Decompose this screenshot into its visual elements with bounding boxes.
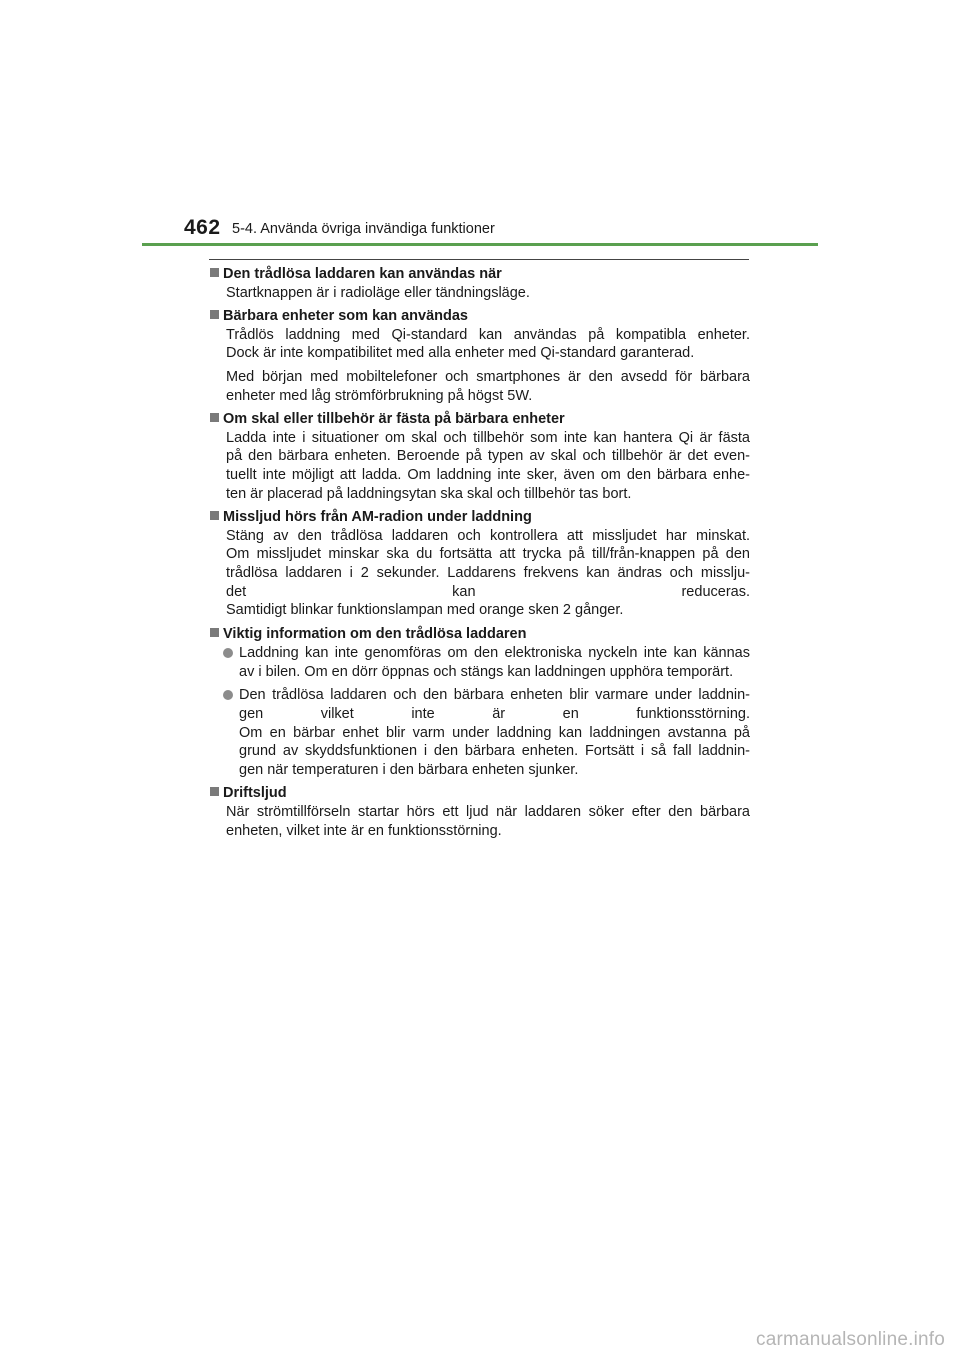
content-rule xyxy=(209,259,749,260)
section-heading xyxy=(210,784,750,803)
text-line: Ladda inte i situationer om skal och tillbehör som inte kan hantera Qi är fästa xyxy=(226,429,750,446)
text-line: När strömtillförseln startar hörs ett ljud när laddaren söker efter den bärbara xyxy=(226,804,750,821)
watermark: carmanualsonline.info xyxy=(756,1329,946,1350)
paragraph xyxy=(226,284,750,303)
section xyxy=(210,307,750,405)
bullet-item xyxy=(222,644,750,681)
bullet-text xyxy=(239,644,750,681)
text-line: på den bärbara enheten. Beroende på typen av skal och tillbehör är det even- xyxy=(226,448,750,465)
paragraph xyxy=(226,429,750,503)
text-line: Laddning kan inte genomföras om den elektroniska nyckeln inte kan kännas xyxy=(239,645,750,662)
square-bullet-icon xyxy=(210,268,219,277)
text-line: det kan reduceras. xyxy=(226,583,750,600)
text-line: trådlösa laddaren i 2 sekunder. Laddarens frekvens kan ändras och misslju- xyxy=(226,564,750,581)
text-line: Trådlös laddning med Qi-standard kan användas på kompatibla enheter. xyxy=(226,326,750,343)
text-line: ten är placerad på laddningsytan ska skal och tillbehör tas bort. xyxy=(226,485,632,502)
page-content xyxy=(210,265,750,845)
text-line: Samtidigt blinkar funktionslampan med orange sken 2 gånger. xyxy=(226,602,624,619)
section xyxy=(210,625,750,780)
text-line: Startknappen är i radioläge eller tändningsläge. xyxy=(226,284,530,301)
section-heading-text: Viktig information om den trådlösa laddaren xyxy=(223,625,527,642)
section-heading xyxy=(210,265,750,284)
text-line: Stäng av den trådlösa laddaren och kontrollera att missljudet har minskat. xyxy=(226,527,750,544)
section xyxy=(210,784,750,840)
text-line: Dock är inte kompatibilitet med alla enheter med Qi-standard garanterad. xyxy=(226,345,695,362)
header-rule xyxy=(142,243,818,246)
paragraph xyxy=(226,527,750,620)
text-line: Om en bärbar enhet blir varm under laddning kan laddningen avstanna på xyxy=(239,724,750,741)
section-heading-text: Om skal eller tillbehör är fästa på bärbara enheter xyxy=(223,411,565,428)
square-bullet-icon xyxy=(210,413,219,422)
section-heading xyxy=(210,625,750,644)
section xyxy=(210,410,750,503)
paragraph xyxy=(226,368,750,405)
section-heading xyxy=(210,307,750,326)
text-line: Den trådlösa laddaren och den bärbara enheten blir varmare under laddnin- xyxy=(239,687,750,704)
round-bullet-icon xyxy=(223,648,233,658)
chapter-title: 5-4. Använda övriga invändiga funktioner xyxy=(232,221,495,237)
text-line: enheter med låg strömförbrukning på högst 5W. xyxy=(226,387,533,404)
text-line: enheten, vilket inte är en funktionsstörning. xyxy=(226,822,502,839)
section-heading-text: Den trådlösa laddaren kan användas när xyxy=(223,266,502,282)
section xyxy=(210,508,750,620)
paragraph xyxy=(226,326,750,363)
section-heading xyxy=(210,508,750,527)
text-line: Om missljudet minskar ska du fortsätta att trycka på till/från-knappen på den xyxy=(226,546,750,563)
section-heading-text: Bärbara enheter som kan användas xyxy=(223,308,468,325)
bullet-text xyxy=(239,686,750,779)
square-bullet-icon xyxy=(210,787,219,796)
text-line: gen när temperaturen i den bärbara enheten sjunker. xyxy=(239,761,579,778)
round-bullet-icon xyxy=(223,690,233,700)
paragraph xyxy=(226,803,750,840)
section-heading xyxy=(210,410,750,429)
section-heading-text: Missljud hörs från AM-radion under laddning xyxy=(223,509,532,526)
square-bullet-icon xyxy=(210,511,219,520)
square-bullet-icon xyxy=(210,628,219,637)
section xyxy=(210,265,750,302)
text-line: Med början med mobiltelefoner och smartphones är den avsedd för bärbara xyxy=(226,368,750,385)
text-line: av i bilen. Om en dörr öppnas och stängs kan laddningen upphöra temporärt. xyxy=(239,663,734,680)
bullet-item xyxy=(222,686,750,779)
text-line: tuellt inte möjligt att ladda. Om laddning inte sker, även om den bärbara enhe- xyxy=(226,466,750,483)
page-number: 462 xyxy=(184,216,221,239)
text-line: gen vilket inte är en funktionsstörning. xyxy=(239,706,750,723)
text-line: grund av skyddsfunktionen i den bärbara enheten. Fortsätt i så fall laddnin- xyxy=(239,743,750,760)
section-heading-text: Driftsljud xyxy=(223,785,287,802)
square-bullet-icon xyxy=(210,310,219,319)
